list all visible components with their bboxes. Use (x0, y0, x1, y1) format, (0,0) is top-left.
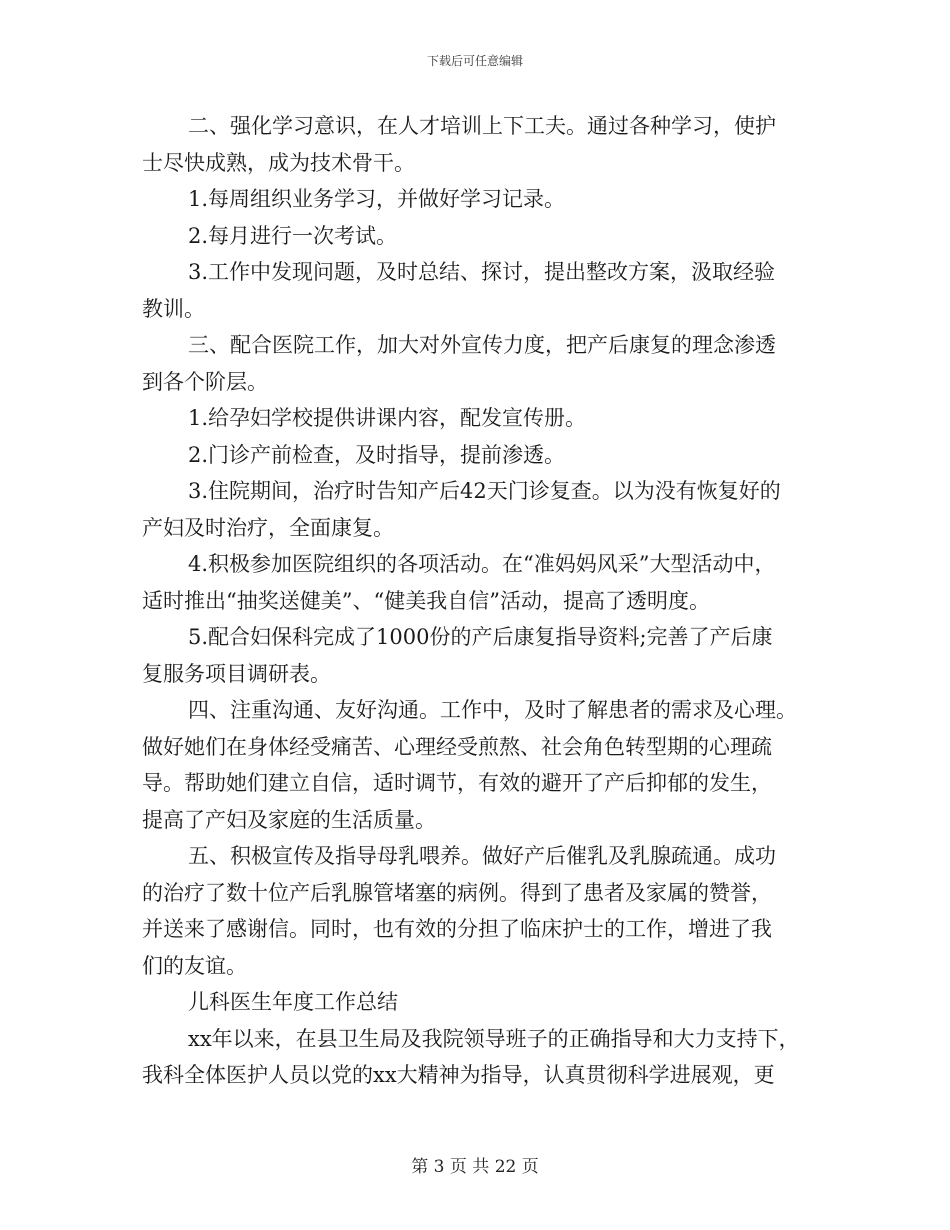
text-line: 1.给孕妇学校提供讲课内容，配发宣传册。 (188, 406, 587, 430)
text-line: 的治疗了数十位产后乳腺管堵塞的病例。得到了患者及家属的赞誉， (142, 880, 772, 905)
text-line: 儿科医生年度工作总结 (188, 990, 398, 1014)
text-line: 三、配合医院工作，加大对外宣传力度，把产后康复的理念渗透 (188, 333, 776, 357)
text-line: 我科全体医护人员以党的xx大精神为指导，认真贯彻科学进展观，更 (142, 1063, 775, 1087)
page-footer: 第 3 页 共 22 页 (411, 1157, 539, 1177)
text-line: 5.配合妇保科完成了1000份的产后康复指导资料;完善了产后康 (188, 625, 773, 649)
page-header: 下载后可任意编辑 (426, 54, 523, 68)
text-line: 教训。 (142, 296, 205, 321)
document-body (142, 108, 814, 1094)
text-line: 产妇及时治疗，全面康复。 (142, 515, 394, 540)
text-line: 2.每月进行一次考试。 (188, 223, 398, 248)
text-line: 2.门诊产前检查，及时指导，提前渗透。 (188, 442, 566, 467)
text-line: 导。帮助她们建立自信，适时调节，有效的避开了产后抑郁的发生， (142, 771, 772, 795)
text-line: 士尽快成熟，成为技术骨干。 (142, 150, 415, 175)
text-line: 4.积极参加医院组织的各项活动。在“准妈妈风采”大型活动中， (188, 552, 776, 576)
text-line: 适时推出“抽奖送健美”、“健美我自信”活动，提高了透明度。 (142, 588, 710, 613)
text-line: xx年以来，在县卫生局及我院领导班子的正确指导和大力支持下， (188, 1026, 800, 1051)
text-line: 五、积极宣传及指导母乳喂养。做好产后催乳及乳腺疏通。成功 (188, 844, 776, 868)
text-line: 二、强化学习意识，在人才培训上下工夫。通过各种学习，使护 (188, 114, 776, 138)
text-line: 提高了产妇及家庭的生活质量。 (142, 807, 436, 832)
text-line: 做好她们在身体经受痛苦、心理经受煎熬、社会角色转型期的心理疏 (142, 734, 772, 759)
text-line: 并送来了感谢信。同时，也有效的分担了临床护士的工作，增进了我 (142, 917, 772, 941)
text-line: 3.工作中发现问题，及时总结、探讨，提出整改方案，汲取经验 (188, 260, 776, 284)
text-line: 1.每周组织业务学习，并做好学习记录。 (188, 187, 566, 211)
text-line: 到各个阶层。 (142, 369, 268, 394)
text-line: 3.住院期间，治疗时告知产后42天门诊复查。以为没有恢复好的 (188, 479, 781, 503)
text-line: 四、注重沟通、友好沟通。工作中，及时了解患者的需求及心理。 (188, 698, 797, 722)
text-line: 复服务项目调研表。 (142, 661, 331, 686)
text-line: 们的友谊。 (142, 953, 247, 978)
